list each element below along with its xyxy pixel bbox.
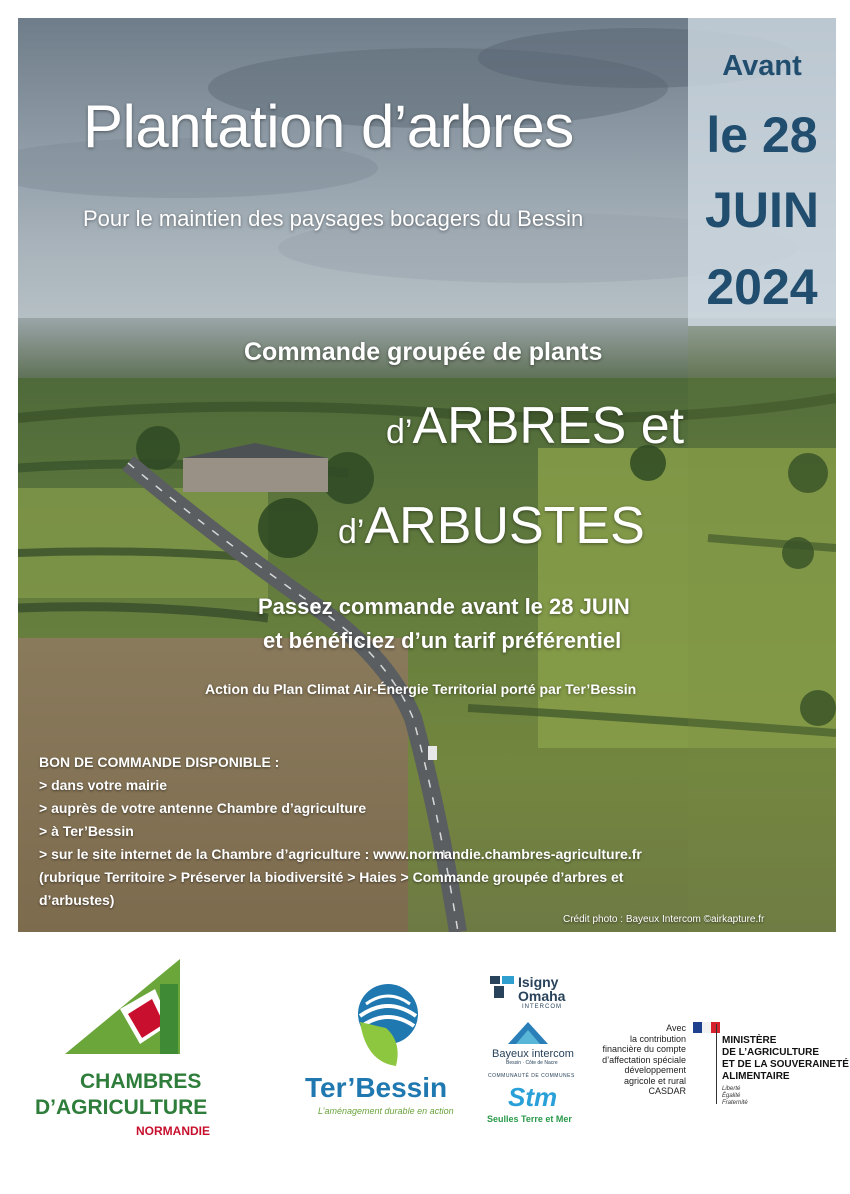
arbres-heading xyxy=(386,396,684,456)
action-plan-text: Action du Plan Climat Air-Énergie Territorial porté par Ter’Bessin xyxy=(205,681,637,697)
partner-logos xyxy=(0,932,850,1194)
terbessin-tagline: L’aménagement durable en action xyxy=(318,1106,454,1116)
motto-egalite: Égalité xyxy=(722,1093,741,1099)
bon-item: (rubrique Territoire > Préserver la biodiversité > Haies > Commande groupée d’arbres et xyxy=(39,869,624,885)
arbres-prefix: d’ xyxy=(386,413,413,451)
photo-credit: Crédit photo : Bayeux Intercom ©airkapture.fr xyxy=(563,914,765,925)
terbessin-logo xyxy=(356,982,420,1068)
ministry-divider xyxy=(716,1024,717,1104)
chambres-region: NORMANDIE xyxy=(136,1124,210,1138)
bon-item: > à Ter’Bessin xyxy=(39,823,134,839)
casdar-line: Avec xyxy=(666,1023,686,1033)
casdar-line: d’affectation spéciale xyxy=(602,1054,686,1065)
isigny-omaha-logo xyxy=(490,974,516,1000)
bayeux-name: Bayeux intercom xyxy=(492,1048,574,1060)
ministere-line-1: MINISTÈRE xyxy=(722,1035,777,1046)
bon-item-website: > sur le site internet de la Chambre d’agriculture : www.normandie.chambres-agriculture.fr xyxy=(39,846,642,862)
bon-item: > dans votre mairie xyxy=(39,777,168,793)
motto-liberte: Liberté xyxy=(722,1086,741,1092)
arbustes-prefix: d’ xyxy=(338,513,365,551)
chambres-line-1: CHAMBRES xyxy=(80,1070,202,1093)
casdar-line: la contribution xyxy=(629,1033,686,1044)
chambres-line-2: D’AGRICULTURE xyxy=(35,1096,208,1119)
isigny-line-3: INTERCOM xyxy=(522,1004,562,1010)
bayeux-sub: Bessin · Côte de Nacre xyxy=(506,1060,558,1066)
date-day: le 28 xyxy=(706,107,818,163)
arbres-word: ARBRES et xyxy=(412,397,685,455)
bon-item: > auprès de votre antenne Chambre d’agriculture xyxy=(39,800,367,816)
poster-text-layer xyxy=(18,18,836,932)
motto-fraternite: Fraternité xyxy=(722,1100,748,1106)
arbustes-heading xyxy=(338,496,645,556)
page-title: Plantation d’arbres xyxy=(83,93,574,160)
casdar-line: financière du compte xyxy=(602,1044,686,1054)
passez-line-2: et bénéficiez d’un tarif préférentiel xyxy=(263,628,622,653)
arbustes-word: ARBUSTES xyxy=(364,497,645,555)
chambres-agriculture-logo xyxy=(60,954,190,1064)
ministere-line-2: DE L’AGRICULTURE xyxy=(722,1047,820,1058)
isigny-line-1: Isigny xyxy=(518,974,559,990)
date-month: JUIN xyxy=(705,182,819,238)
ministere-line-3: ET DE LA SOUVERAINETÉ xyxy=(722,1059,849,1070)
date-avant: Avant xyxy=(722,50,802,82)
stm-label: COMMUNAUTÉ DE COMMUNES xyxy=(488,1073,575,1079)
passez-line-1: Passez commande avant le 28 JUIN xyxy=(258,594,630,619)
stm-full-name: Seulles Terre et Mer xyxy=(487,1114,572,1124)
casdar-line: CASDAR xyxy=(648,1086,686,1096)
date-year: 2024 xyxy=(706,259,818,315)
terbessin-name: Ter’Bessin xyxy=(305,1072,448,1103)
ministere-line-4: ALIMENTAIRE xyxy=(722,1071,790,1082)
bon-heading: BON DE COMMANDE DISPONIBLE : xyxy=(39,754,280,770)
casdar-text xyxy=(588,1023,686,1097)
casdar-line: développement xyxy=(624,1065,686,1075)
commande-heading: Commande groupée de plants xyxy=(244,338,603,366)
stm-name: Stm xyxy=(508,1082,558,1112)
casdar-line: agricole et rural xyxy=(623,1075,686,1086)
isigny-line-2: Omaha xyxy=(518,988,566,1004)
page-subtitle: Pour le maintien des paysages bocagers du Bessin xyxy=(83,206,584,231)
marianne-flag-icon xyxy=(693,1022,723,1034)
bon-item: d’arbustes) xyxy=(39,892,115,908)
bayeux-intercom-logo xyxy=(506,1020,550,1046)
